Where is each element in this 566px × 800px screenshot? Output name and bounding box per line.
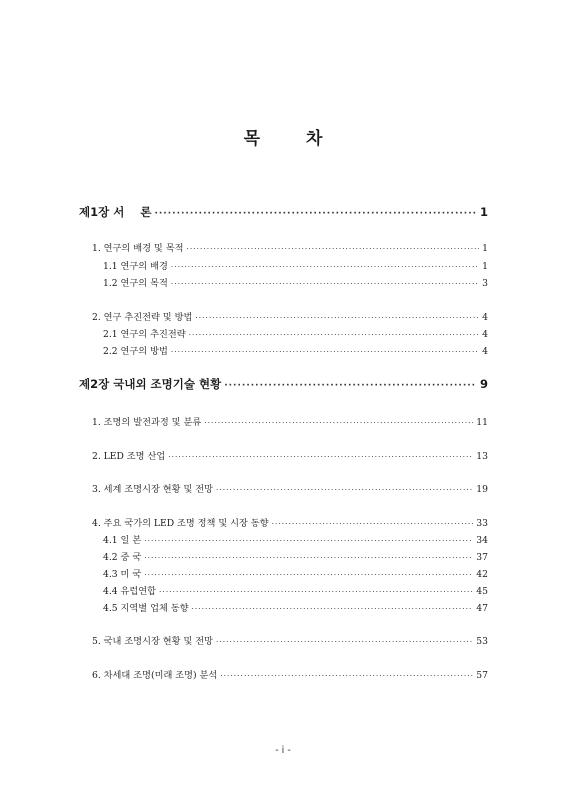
toc-leader (204, 418, 473, 427)
toc-leader (186, 244, 479, 253)
toc-chapter-2[interactable] (79, 376, 488, 392)
toc-label: 2.2 연구의 방법 (103, 346, 168, 357)
toc-page-number: 19 (476, 484, 488, 495)
toc-ch2-subsection-4-1[interactable] (103, 532, 488, 546)
toc-leader (171, 279, 479, 288)
toc-ch2-section-1[interactable] (92, 414, 488, 428)
toc-label: 3. 세계 조명시장 현황 및 전망 (92, 484, 213, 495)
toc-ch2-section-3[interactable] (92, 481, 488, 495)
toc-ch2-subsection-4-2[interactable] (103, 549, 488, 563)
toc-page-number: 11 (476, 417, 488, 428)
toc-label: 제2장 국내외 조명기술 현황 (79, 377, 222, 391)
toc-chapter-1[interactable] (79, 204, 488, 220)
toc-label: 1.2 연구의 목적 (103, 278, 168, 289)
toc-page-number: 42 (476, 569, 488, 580)
toc-ch2-section-2[interactable] (92, 448, 488, 462)
toc-leader (192, 604, 474, 613)
toc-page-number: 4 (482, 312, 488, 323)
toc-section-2[interactable] (92, 309, 488, 323)
toc-label: 4.1 일 본 (103, 535, 142, 546)
toc-label: 1. 연구의 배경 및 목적 (92, 243, 184, 254)
toc-leader (144, 536, 473, 545)
toc-leader (224, 381, 477, 391)
toc-page-number: 47 (476, 603, 488, 614)
toc-leader (168, 452, 473, 461)
toc-leader (154, 209, 477, 219)
toc-page-number: 3 (482, 278, 488, 289)
toc-leader (220, 671, 473, 680)
toc-label: 4. 주요 국가의 LED 조명 정책 및 시장 동향 (92, 518, 269, 529)
toc-page-number: 33 (476, 518, 488, 529)
toc-leader (171, 262, 479, 271)
toc-page-number: 37 (476, 552, 488, 563)
toc-subsection-1-2[interactable] (103, 275, 488, 289)
toc-label: 5. 국내 조명시장 현황 및 전망 (92, 636, 213, 647)
toc-leader (216, 485, 473, 494)
toc-label: 2. 연구 추진전략 및 방법 (92, 312, 193, 323)
toc-page-number: 45 (476, 586, 488, 597)
page-title (0, 124, 566, 149)
toc-page-number: 57 (476, 670, 488, 681)
toc-subsection-2-1[interactable] (103, 326, 488, 340)
toc-label: 1. 조명의 발전과정 및 분류 (92, 417, 202, 428)
toc-leader (159, 587, 473, 596)
toc-subsection-1-1[interactable] (103, 258, 488, 272)
toc-subsection-2-2[interactable] (103, 343, 488, 357)
toc-ch2-subsection-4-5[interactable] (103, 600, 488, 614)
toc-page-number: 4 (482, 346, 488, 357)
toc-label: 제1장 서 론 (79, 205, 152, 219)
toc-leader (189, 330, 480, 339)
toc-ch2-subsection-4-3[interactable] (103, 566, 488, 580)
toc-page-number: 1 (479, 205, 488, 219)
toc-page-number: 1 (482, 243, 488, 254)
page-footer-number: - i - (275, 745, 291, 756)
toc-label: 6. 차세대 조명(미래 조명) 분석 (92, 670, 218, 681)
toc-section-1[interactable] (92, 240, 488, 254)
page-title-part2: 차 (306, 129, 323, 149)
toc-label: 2. LED 조명 산업 (92, 451, 166, 462)
page-title-part1: 목 (243, 129, 260, 149)
toc-page-number: 13 (476, 451, 488, 462)
toc-label: 1.1 연구의 배경 (103, 261, 168, 272)
toc-ch2-section-5[interactable] (92, 633, 488, 647)
toc-page-number: 9 (479, 377, 488, 391)
toc-label: 4.4 유럽연합 (103, 586, 157, 597)
toc-label: 4.3 미 국 (103, 569, 142, 580)
toc-leader (144, 570, 473, 579)
toc-ch2-section-6[interactable] (92, 667, 488, 681)
toc-ch2-subsection-4-4[interactable] (103, 583, 488, 597)
toc-label: 2.1 연구의 추진전략 (103, 329, 186, 340)
toc-label: 4.2 중 국 (103, 552, 142, 563)
toc-leader (216, 637, 473, 646)
toc-page-number: 4 (482, 329, 488, 340)
toc-page-number: 34 (476, 535, 488, 546)
toc-leader (144, 553, 473, 562)
toc-ch2-section-4[interactable] (92, 515, 488, 529)
toc-leader (195, 313, 479, 322)
toc-leader (272, 519, 474, 528)
toc-page-number: 53 (476, 636, 488, 647)
toc-leader (171, 347, 479, 356)
toc-label: 4.5 지역별 업체 동향 (103, 603, 189, 614)
toc-page-number: 1 (482, 261, 488, 272)
